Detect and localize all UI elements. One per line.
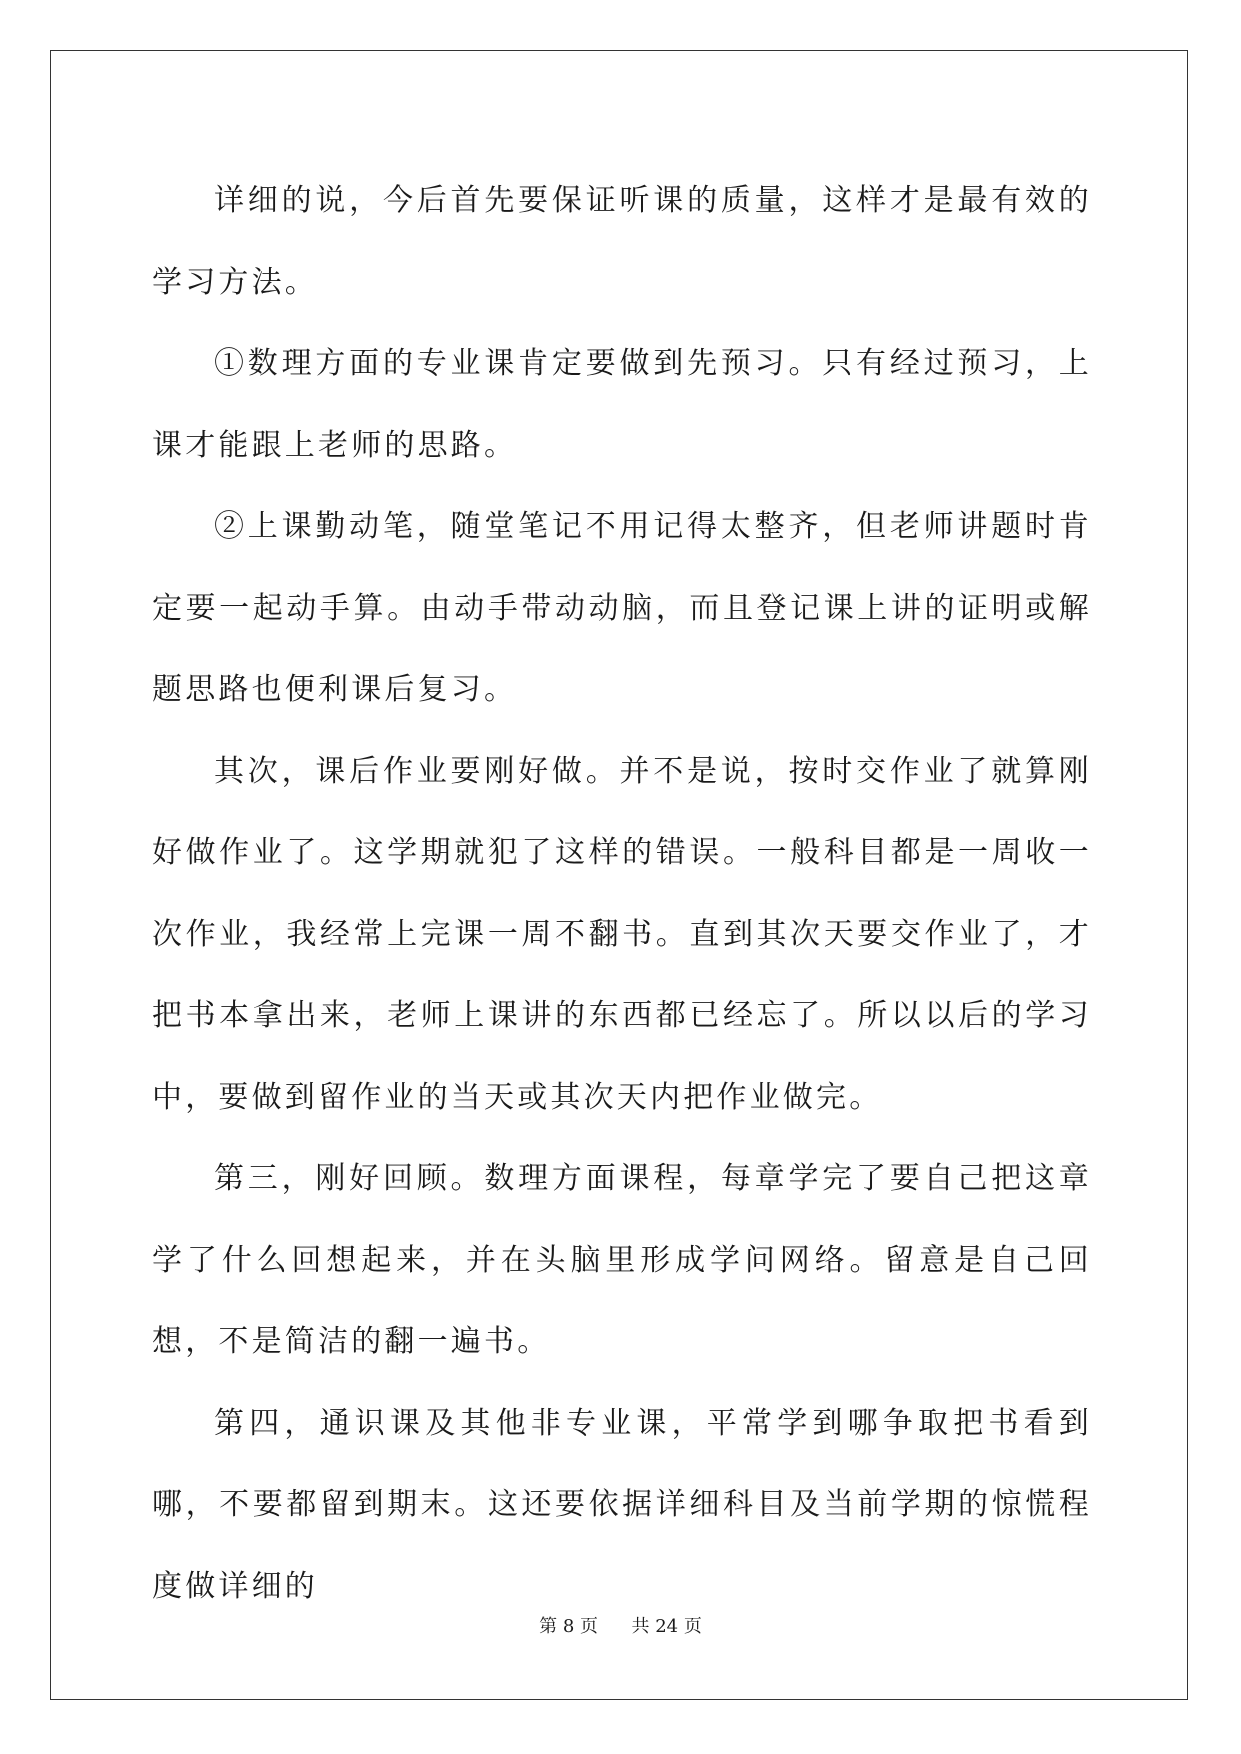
paragraph-2: ①数理方面的专业课肯定要做到先预习。只有经过预习，上课才能跟上老师的思路。 xyxy=(152,346,1092,463)
paragraph-1: 详细的说，今后首先要保证听课的质量，这样才是最有效的学习方法。 xyxy=(152,183,1092,300)
paragraph-3: ②上课勤动笔，随堂笔记不用记得太整齐，但老师讲题时肯定要一起动手算。由动手带动动脑，而且登记课上讲的证明或解题思路也便利课后复习。 xyxy=(152,509,1092,707)
page-total: 共 24 页 xyxy=(631,1616,702,1637)
paragraph-5: 第三，刚好回顾。数理方面课程，每章学完了要自己把这章学了什么回想起来，并在头脑里形成学问网络。留意是自己回想，不是简洁的翻一遍书。 xyxy=(152,1161,1092,1359)
page-number: 第 8 页 xyxy=(539,1616,599,1637)
paragraph-6: 第四，通识课及其他非专业课，平常学到哪争取把书看到哪，不要都留到期末。这还要依据详细科目及当前学期的惊慌程度做详细的 xyxy=(152,1405,1092,1604)
document-body xyxy=(152,160,1092,1627)
page-footer xyxy=(0,1612,1241,1638)
paragraph-4: 其次，课后作业要刚好做。并不是说，按时交作业了就算刚好做作业了。这学期就犯了这样的错误。一般科目都是一周收一次作业，我经常上完课一周不翻书。直到其次天要交作业了，才把书本拿出来，老师上课讲的东西都已经忘了。所以以后的学习中，要做到留作业的当天或其次天内把作业做完。 xyxy=(152,753,1092,1115)
